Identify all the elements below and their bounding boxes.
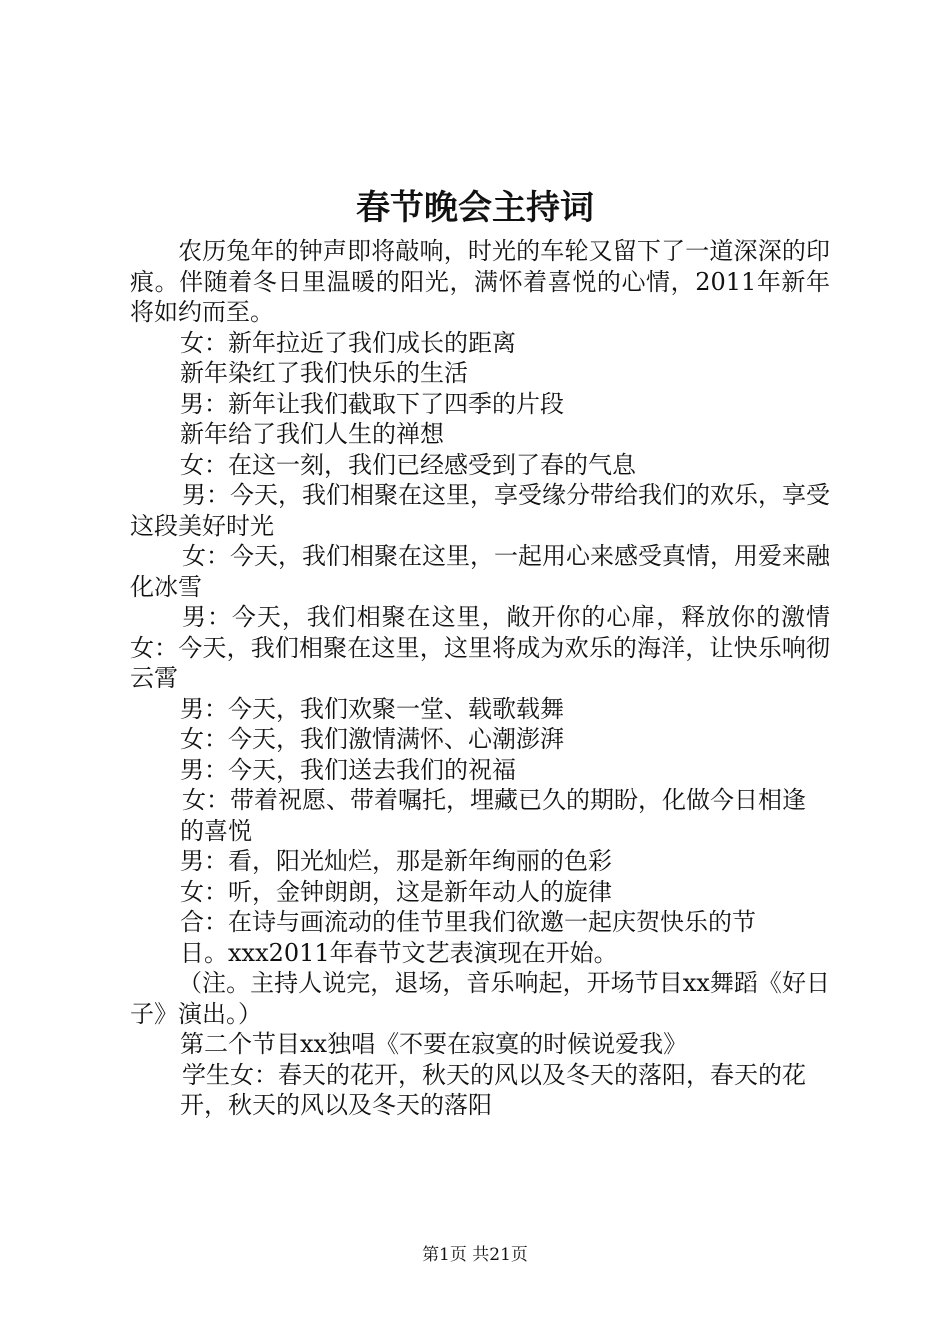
paragraph-line: 男：今天，我们相聚在这里，享受缘分带给我们的欢乐，享受这段美好时光 bbox=[130, 481, 830, 540]
paragraph-line: 女：今天，我们相聚在这里，一起用心来感受真情，用爱来融化冰雪 bbox=[130, 542, 830, 601]
paragraph-line: 女：新年拉近了我们成长的距离 bbox=[180, 328, 516, 357]
paragraph-line: 新年给了我们人生的禅想 bbox=[180, 420, 444, 448]
document-body bbox=[130, 236, 830, 1121]
paragraph-line: 女：在这一刻，我们已经感受到了春的气息 bbox=[180, 450, 636, 479]
paragraph-line: 女：听，金钟朗朗，这是新年动人的旋律 bbox=[180, 877, 612, 906]
paragraph-line: 男：今天，我们相聚在这里，敞开你的心扉，释放你的激情女：今天，我们相聚在这里，这里将成为欢乐的海洋，让快乐响彻云霄 bbox=[130, 603, 830, 692]
paragraph-line: 第二个节目xx独唱《不要在寂寞的时候说爱我》 bbox=[180, 1030, 688, 1058]
document-title: 春节晚会主持词 bbox=[356, 188, 594, 228]
paragraph-line: 男：今天，我们送去我们的祝福 bbox=[180, 755, 516, 784]
paragraph-line: 新年染红了我们快乐的生活 bbox=[180, 359, 468, 387]
paragraph-line: 的喜悦 bbox=[180, 816, 252, 845]
page-footer: 第1页 共21页 bbox=[422, 1245, 528, 1265]
paragraph-line: 女：带着祝愿、带着嘱托，埋藏已久的期盼，化做今日相逢 bbox=[182, 786, 806, 814]
paragraph-note: （注。主持人说完，退场，音乐响起，开场节目xx舞蹈《好日子》演出。） bbox=[130, 969, 830, 1028]
paragraph-line: 合：在诗与画流动的佳节里我们欲邀一起庆贺快乐的节 bbox=[180, 908, 756, 936]
paragraph-line: 男：新年让我们截取下了四季的片段 bbox=[180, 389, 564, 418]
paragraph-line: 日。xxx2011年春节文艺表演现在开始。 bbox=[180, 938, 618, 967]
paragraph-line: 开，秋天的风以及冬天的落阳 bbox=[180, 1091, 492, 1119]
paragraph-intro: 农历兔年的钟声即将敲响，时光的车轮又留下了一道深深的印痕。伴随着冬日里温暖的阳光，满怀着喜悦的心情，2011年新年将如约而至。 bbox=[130, 237, 830, 326]
paragraph-line: 男：看，阳光灿烂，那是新年绚丽的色彩 bbox=[180, 847, 612, 875]
paragraph-line: 学生女：春天的花开，秋天的风以及冬天的落阳，春天的花 bbox=[182, 1060, 806, 1089]
paragraph-line: 女：今天，我们激情满怀、心潮澎湃 bbox=[180, 725, 564, 753]
paragraph-line: 男：今天，我们欢聚一堂、载歌载舞 bbox=[180, 694, 564, 723]
